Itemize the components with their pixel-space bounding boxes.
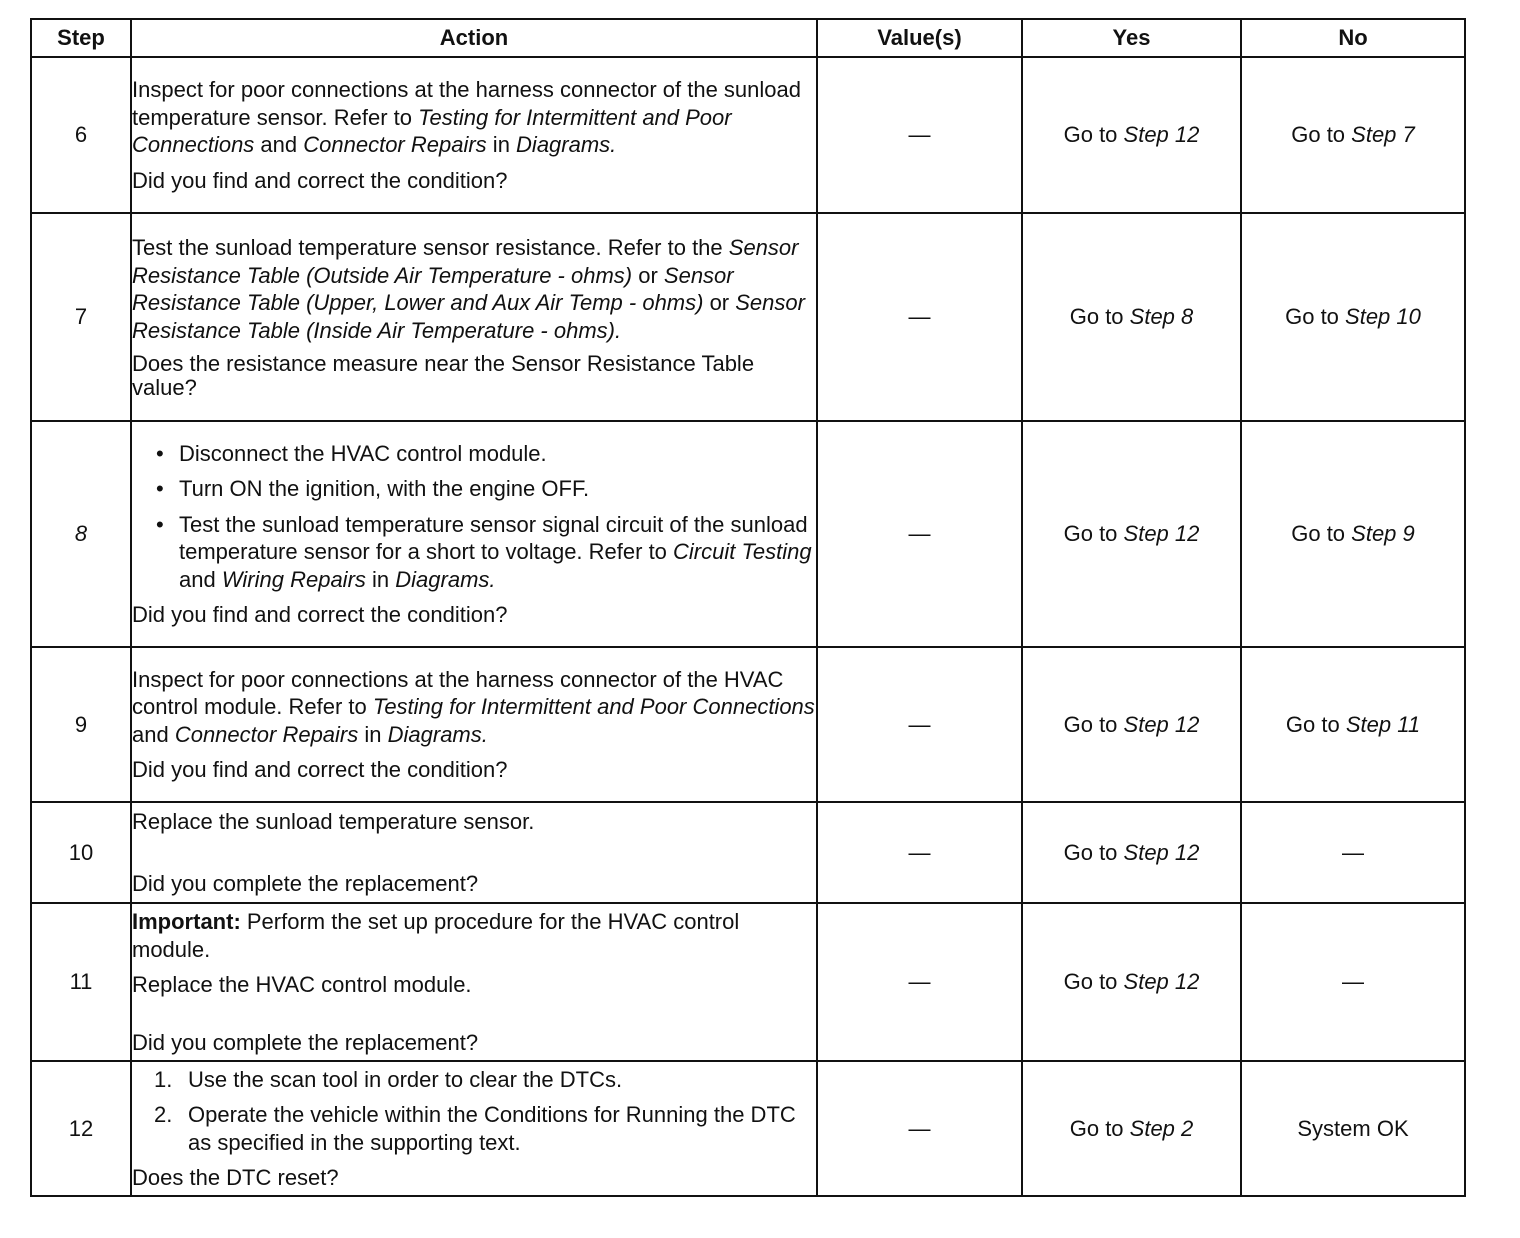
yes-cell: Go to Step 12 xyxy=(1022,647,1241,802)
reference-link: Testing for Intermittent and Poor Connections xyxy=(372,694,815,719)
action-cell xyxy=(131,213,817,421)
header-no: No xyxy=(1241,19,1465,57)
reference-link: Testing for Intermittent and Poor Connections xyxy=(132,104,732,157)
step-number: 10 xyxy=(31,802,131,903)
action-text: Inspect for poor connections at the harness connector of the HVAC control module. Refer to Testing for Intermittent and Poor Connections and Connector Repairs in Diagrams. xyxy=(132,666,815,747)
step-link: Step 12 xyxy=(1123,521,1200,546)
value-cell: — xyxy=(817,647,1022,802)
list-item: • Disconnect the HVAC control module. xyxy=(146,440,816,468)
no-cell: Go to Step 10 xyxy=(1241,213,1465,421)
step-number: 6 xyxy=(31,57,131,213)
step-number: 12 xyxy=(31,1061,131,1196)
question-text: Did you complete the replacement? xyxy=(132,1029,479,1055)
reference-link: Circuit Testing xyxy=(673,539,812,564)
reference-link: Diagrams. xyxy=(387,721,488,747)
list-item: 1. Use the scan tool in order to clear the DTCs. xyxy=(154,1066,623,1092)
step-link: Step 10 xyxy=(1345,304,1421,329)
question-text: Did you find and correct the condition? xyxy=(132,757,508,782)
yes-cell: Go to Step 8 xyxy=(1022,213,1241,421)
header-action: Action xyxy=(131,19,817,57)
action-cell xyxy=(131,57,817,213)
step-link: Step 11 xyxy=(1345,711,1421,737)
action-text: Inspect for poor connections at the harness connector of the sunload temperature sensor. Refer to Testing for Intermittent and Poor Connections and Connector Repairs in Diagrams. xyxy=(132,77,801,157)
numbered-list xyxy=(132,1066,816,1157)
reference-link: Sensor Resistance Table (Outside Air Temperature - ohms) xyxy=(132,235,799,288)
reference-link: Sensor Resistance Table (Upper, Lower and Aux Air Temp - ohms) xyxy=(132,262,734,315)
step-link: Step 12 xyxy=(1123,969,1200,994)
question-text: Does the DTC reset? xyxy=(132,1165,339,1190)
table-row-step-10 xyxy=(31,802,1465,903)
step-link: Step 12 xyxy=(1123,122,1200,147)
question-text: Did you find and correct the condition? xyxy=(132,167,508,193)
reference-link: Connector Repairs xyxy=(174,721,359,747)
step-link: Step 12 xyxy=(1123,711,1200,737)
reference-link: Wiring Repairs xyxy=(221,566,366,592)
no-cell: — xyxy=(1241,903,1465,1061)
yes-cell: Go to Step 12 xyxy=(1022,802,1241,903)
reference-link: Connector Repairs xyxy=(303,132,487,157)
reference-link: Sensor Resistance Table (Inside Air Temperature - ohms). xyxy=(132,290,805,343)
no-cell: Go to Step 9 xyxy=(1241,421,1465,647)
no-cell: Go to Step 7 xyxy=(1241,57,1465,213)
table-row-step-11 xyxy=(31,903,1465,1061)
table-row-step-9 xyxy=(31,647,1465,802)
bullet-list xyxy=(132,440,816,594)
step-link: Step 2 xyxy=(1129,1115,1194,1141)
header-row xyxy=(31,19,1465,57)
step-number: 11 xyxy=(31,903,131,1061)
action-text: Replace the sunload temperature sensor. xyxy=(132,809,535,834)
action-cell xyxy=(131,1061,817,1196)
action-text: Replace the HVAC control module. xyxy=(132,972,472,997)
action-cell xyxy=(131,802,817,903)
yes-cell: Go to Step 12 xyxy=(1022,57,1241,213)
table-row-step-8 xyxy=(31,421,1465,647)
action-cell xyxy=(131,903,817,1061)
header-step: Step xyxy=(31,19,131,57)
step-link: Step 9 xyxy=(1351,521,1415,546)
yes-cell: Go to Step 2 xyxy=(1022,1061,1241,1196)
no-cell: System OK xyxy=(1241,1061,1465,1196)
value-cell: — xyxy=(817,213,1022,421)
important-note: Important: Perform the set up procedure for the HVAC control module. xyxy=(132,909,740,962)
step-number: 8 xyxy=(31,421,131,647)
list-item: • Turn ON the ignition, with the engine OFF. xyxy=(146,475,816,503)
table-row-step-6 xyxy=(31,57,1465,213)
reference-link: Diagrams. xyxy=(395,566,496,592)
question-text: Did you find and correct the condition? xyxy=(132,602,508,627)
step-number: 7 xyxy=(31,213,131,421)
action-cell xyxy=(131,647,817,802)
step-link: Step 12 xyxy=(1123,839,1200,865)
table-row-step-7 xyxy=(31,213,1465,421)
yes-cell: Go to Step 12 xyxy=(1022,903,1241,1061)
header-yes: Yes xyxy=(1022,19,1241,57)
value-cell: — xyxy=(817,57,1022,213)
question-text: Does the resistance measure near the Sensor Resistance Table value? xyxy=(132,351,755,400)
diagnostic-table xyxy=(30,18,1466,1197)
no-cell: — xyxy=(1241,802,1465,903)
table-row-step-12 xyxy=(31,1061,1465,1196)
yes-cell: Go to Step 12 xyxy=(1022,421,1241,647)
value-cell: — xyxy=(817,802,1022,903)
value-cell: — xyxy=(817,421,1022,647)
reference-link: Diagrams. xyxy=(516,132,617,157)
step-link: Step 8 xyxy=(1129,304,1194,329)
step-link: Step 7 xyxy=(1351,122,1415,147)
important-label: Important: xyxy=(132,909,241,934)
action-text: Test the sunload temperature sensor resistance. Refer to the Sensor Resistance Table (Outside Air Temperature - ohms) or Sensor Resistance Table (Upper, Lower and Aux Air Temp - ohms) or Sensor Resistance Table (Inside Air Temperature - ohms). xyxy=(132,235,805,343)
step-number: 9 xyxy=(31,647,131,802)
value-cell: — xyxy=(817,1061,1022,1196)
question-text: Did you complete the replacement? xyxy=(132,870,479,896)
list-item: • Test the sunload temperature sensor signal circuit of the sunload temperature sensor for a short to voltage. Refer to Circuit Testing and Wiring Repairs in Diagrams. xyxy=(146,511,816,594)
action-cell xyxy=(131,421,817,647)
value-cell: — xyxy=(817,903,1022,1061)
header-values: Value(s) xyxy=(817,19,1022,57)
no-cell: Go to Step 11 xyxy=(1241,647,1465,802)
list-item: 2. Operate the vehicle within the Conditions for Running the DTC as specified in the supporting text. xyxy=(154,1102,796,1155)
